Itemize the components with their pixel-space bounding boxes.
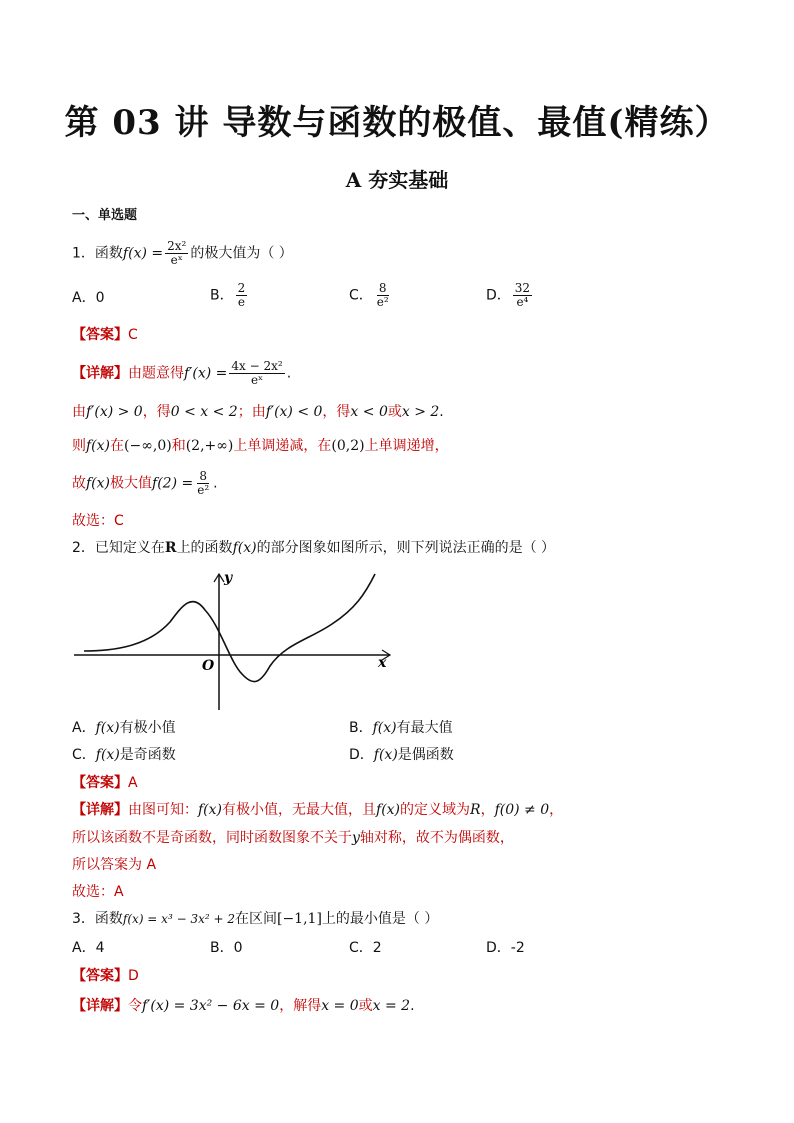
q1-answer: 【答案】C — [72, 327, 138, 343]
q1-fraction: $\frac{\text{2x²}}{\text{eˣ}}$ — [167, 239, 187, 267]
q3-answer: 【答案】D — [72, 968, 139, 984]
q1-option-d: D． $\frac{32}{\text{e⁴}}$ — [486, 281, 531, 309]
q2-detail-line1: 【详解】由图可知：f(x)有极小值，无最大值，且f(x)的定义域为R，f(0) ≠ 0， — [72, 802, 564, 818]
q1-detail-line2: 由f′(x) > 0，得0 < x < 2；由f′(x) < 0，得x < 0或x > 2. — [72, 404, 444, 420]
q3-detail-line1: 【详解】令f′(x) = 3x² − 6x = 0，解得x = 0或x = 2. — [72, 998, 415, 1014]
section-heading: 一、单选题 — [72, 208, 138, 223]
q2-choose: 故选：A — [72, 884, 124, 900]
q2-option-b: B．f(x)有最大值 — [349, 720, 453, 736]
q2-answer: 【答案】A — [72, 775, 138, 791]
q3-option-c: C．2 — [349, 940, 382, 956]
graph-origin-label: O — [202, 658, 215, 674]
q2-detail-line2: 所以该函数不是奇函数，同时函数图象不关于y轴对称，故不为偶函数， — [72, 830, 514, 846]
q3-option-b: B．0 — [210, 940, 243, 956]
q1-choose: 故选：C — [72, 513, 124, 529]
q2-stem: 2．已知定义在R上的函数f(x)的部分图象如图所示，则下列说法正确的是（ ） — [72, 540, 556, 556]
q1-detail-line3: 则f(x)在(−∞,0)和(2,+∞)上单调递减，在(0,2)上单调递增， — [72, 438, 449, 454]
page-subtitle: A 夯实基础 — [345, 168, 449, 192]
q3-option-a: A．4 — [72, 940, 105, 956]
q1-stem: 1．函数f(x) = $\frac{\text{2x²}}{\text{eˣ}}$ 的极大值为（ ） — [72, 239, 293, 267]
graph-x-label: x — [378, 655, 387, 671]
q3-option-d: D．-2 — [486, 940, 525, 956]
function-graph — [70, 564, 400, 712]
graph-y-label: y — [224, 570, 233, 586]
q2-detail-line3: 所以答案为 A — [72, 857, 157, 873]
q3-stem: 3．函数f(x) = x³ − 3x² + 2在区间[−1,1]上的最小值是（ ） — [72, 911, 439, 927]
page-title: 第 03 讲 导数与函数的极值、最值(精练） — [64, 103, 730, 143]
q1-option-c: C． $\frac{8}{\text{e²}}$ — [349, 281, 389, 309]
function-curve — [84, 574, 375, 682]
q2-option-c: C．f(x)是奇函数 — [72, 747, 176, 763]
q1-detail-line1: 【详解】由题意得f′(x) = $\frac{\text{4x − 2x²}}{\text{eˣ}}$ . — [72, 359, 292, 387]
q1-option-a: A．0 — [72, 290, 105, 306]
q2-option-a: A．f(x)有极小值 — [72, 720, 176, 736]
q1-option-b: B． $\frac{2}{e}$ — [210, 281, 246, 309]
q2-option-d: D．f(x)是偶函数 — [349, 747, 454, 763]
q1-detail-line4: 故f(x)极大值f(2) = $\frac{8}{\text{e²}}$ . — [72, 469, 218, 497]
